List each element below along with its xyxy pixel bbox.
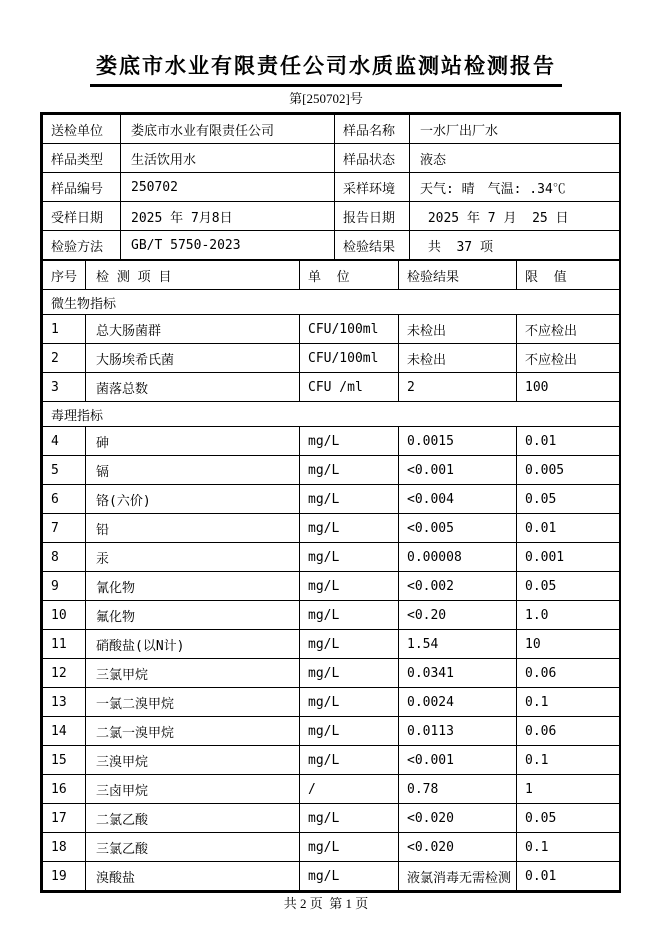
sample-info-body — [43, 115, 620, 260]
column-header-unit: 单 位 — [300, 261, 399, 290]
row-item: 砷 — [86, 427, 300, 456]
column-header-result: 检验结果 — [399, 261, 517, 290]
row-no: 10 — [43, 601, 86, 630]
info-label: 报告日期 — [335, 202, 410, 231]
row-item: 三溴甲烷 — [86, 746, 300, 775]
row-no: 18 — [43, 833, 86, 862]
section-row — [43, 402, 620, 427]
row-item: 二氯一溴甲烷 — [86, 717, 300, 746]
row-result: 0.78 — [399, 775, 517, 804]
table-row — [43, 543, 620, 572]
info-value: 250702 — [121, 173, 335, 202]
info-label: 检验结果 — [335, 231, 410, 260]
row-no: 6 — [43, 485, 86, 514]
row-no: 4 — [43, 427, 86, 456]
row-unit: mg/L — [300, 427, 399, 456]
row-item: 总大肠菌群 — [86, 315, 300, 344]
row-result: <0.001 — [399, 456, 517, 485]
info-label: 送检单位 — [43, 115, 121, 144]
row-item: 大肠埃希氏菌 — [86, 344, 300, 373]
row-no: 5 — [43, 456, 86, 485]
results-header-row — [43, 261, 620, 290]
section-row — [43, 290, 620, 315]
row-no: 13 — [43, 688, 86, 717]
row-unit: CFU /ml — [300, 373, 399, 402]
row-unit: mg/L — [300, 456, 399, 485]
row-item: 汞 — [86, 543, 300, 572]
row-limit: 不应检出 — [517, 344, 620, 373]
column-header-limit: 限 值 — [517, 261, 620, 290]
row-result: 0.0024 — [399, 688, 517, 717]
page-footer: 共 2 页 第 1 页 — [283, 896, 369, 911]
row-no: 19 — [43, 862, 86, 891]
table-row — [43, 427, 620, 456]
report-number: 第[250702]号 — [289, 91, 363, 106]
row-unit: mg/L — [300, 543, 399, 572]
row-no: 8 — [43, 543, 86, 572]
info-label: 样品名称 — [335, 115, 410, 144]
row-limit: 0.01 — [517, 862, 620, 891]
row-limit: 0.05 — [517, 485, 620, 514]
row-result: 未检出 — [399, 344, 517, 373]
info-row-method-result — [43, 231, 620, 260]
table-row — [43, 659, 620, 688]
sample-info-table — [42, 114, 620, 260]
info-value: 一水厂出厂水 — [410, 115, 620, 144]
row-unit: mg/L — [300, 746, 399, 775]
row-no: 12 — [43, 659, 86, 688]
row-no: 17 — [43, 804, 86, 833]
row-result: <0.002 — [399, 572, 517, 601]
info-value: 2025 年 7 月 25 日 — [410, 202, 620, 231]
column-header-item: 检 测 项 目 — [86, 261, 300, 290]
table-row — [43, 601, 620, 630]
row-item: 三氯甲烷 — [86, 659, 300, 688]
row-unit: mg/L — [300, 659, 399, 688]
info-value: GB/T 5750-2023 — [121, 231, 335, 260]
info-row-id-env — [43, 173, 620, 202]
row-limit: 0.01 — [517, 514, 620, 543]
row-result: <0.004 — [399, 485, 517, 514]
table-row — [43, 630, 620, 659]
row-limit: 1 — [517, 775, 620, 804]
test-results-table — [42, 260, 620, 891]
row-result: 0.00008 — [399, 543, 517, 572]
row-item: 硝酸盐(以N计) — [86, 630, 300, 659]
row-unit: / — [300, 775, 399, 804]
info-value: 天气: 晴 气温: .34℃ — [410, 173, 620, 202]
row-no: 11 — [43, 630, 86, 659]
row-unit: mg/L — [300, 862, 399, 891]
info-row-type-state — [43, 144, 620, 173]
row-item: 氰化物 — [86, 572, 300, 601]
test-results-body — [43, 261, 620, 891]
table-row — [43, 804, 620, 833]
row-result: <0.20 — [399, 601, 517, 630]
info-value: 生活饮用水 — [121, 144, 335, 173]
row-unit: CFU/100ml — [300, 344, 399, 373]
info-label: 检验方法 — [43, 231, 121, 260]
row-unit: mg/L — [300, 630, 399, 659]
row-item: 铬(六价) — [86, 485, 300, 514]
info-label: 采样环境 — [335, 173, 410, 202]
row-limit: 0.01 — [517, 427, 620, 456]
table-row — [43, 862, 620, 891]
row-unit: mg/L — [300, 688, 399, 717]
row-no: 2 — [43, 344, 86, 373]
row-item: 镉 — [86, 456, 300, 485]
report-title: 娄底市水业有限责任公司水质监测站检测报告 — [90, 50, 562, 87]
row-unit: mg/L — [300, 572, 399, 601]
info-label: 样品编号 — [43, 173, 121, 202]
row-item: 一氯二溴甲烷 — [86, 688, 300, 717]
row-result: <0.001 — [399, 746, 517, 775]
column-header-no: 序号 — [43, 261, 86, 290]
row-limit: 0.06 — [517, 717, 620, 746]
row-unit: mg/L — [300, 601, 399, 630]
row-item: 氟化物 — [86, 601, 300, 630]
section-title: 微生物指标 — [43, 290, 620, 315]
row-limit: 0.1 — [517, 688, 620, 717]
row-unit: mg/L — [300, 485, 399, 514]
row-unit: CFU/100ml — [300, 315, 399, 344]
row-no: 16 — [43, 775, 86, 804]
row-limit: 0.1 — [517, 833, 620, 862]
section-title: 毒理指标 — [43, 402, 620, 427]
report-table-frame — [40, 112, 621, 893]
info-value: 液态 — [410, 144, 620, 173]
row-result: 2 — [399, 373, 517, 402]
table-row — [43, 315, 620, 344]
row-no: 14 — [43, 717, 86, 746]
row-result: 未检出 — [399, 315, 517, 344]
info-value: 娄底市水业有限责任公司 — [121, 115, 335, 144]
table-row — [43, 775, 620, 804]
row-limit: 0.05 — [517, 804, 620, 833]
row-item: 三氯乙酸 — [86, 833, 300, 862]
table-row — [43, 456, 620, 485]
row-no: 9 — [43, 572, 86, 601]
info-value: 共 37 项 — [410, 231, 620, 260]
row-limit: 不应检出 — [517, 315, 620, 344]
table-row — [43, 485, 620, 514]
info-label: 样品类型 — [43, 144, 121, 173]
row-limit: 100 — [517, 373, 620, 402]
row-result: 0.0113 — [399, 717, 517, 746]
info-value: 2025 年 7月8日 — [121, 202, 335, 231]
row-result: 0.0015 — [399, 427, 517, 456]
row-item: 溴酸盐 — [86, 862, 300, 891]
row-result: 0.0341 — [399, 659, 517, 688]
table-row — [43, 746, 620, 775]
row-limit: 0.005 — [517, 456, 620, 485]
table-row — [43, 833, 620, 862]
report-title-wrap — [0, 50, 652, 87]
table-row — [43, 373, 620, 402]
row-limit: 10 — [517, 630, 620, 659]
row-item: 二氯乙酸 — [86, 804, 300, 833]
table-row — [43, 688, 620, 717]
row-limit: 0.1 — [517, 746, 620, 775]
row-limit: 0.001 — [517, 543, 620, 572]
row-unit: mg/L — [300, 717, 399, 746]
row-no: 7 — [43, 514, 86, 543]
row-limit: 1.0 — [517, 601, 620, 630]
info-row-dates — [43, 202, 620, 231]
row-result: <0.005 — [399, 514, 517, 543]
row-unit: mg/L — [300, 804, 399, 833]
info-label: 受样日期 — [43, 202, 121, 231]
table-row — [43, 572, 620, 601]
table-row — [43, 514, 620, 543]
row-result: 液氯消毒无需检测 — [399, 862, 517, 891]
row-no: 1 — [43, 315, 86, 344]
row-item: 三卤甲烷 — [86, 775, 300, 804]
row-result: <0.020 — [399, 833, 517, 862]
row-unit: mg/L — [300, 833, 399, 862]
row-item: 菌落总数 — [86, 373, 300, 402]
row-limit: 0.05 — [517, 572, 620, 601]
info-row-unit-name — [43, 115, 620, 144]
table-row — [43, 717, 620, 746]
row-no: 15 — [43, 746, 86, 775]
row-no: 3 — [43, 373, 86, 402]
row-item: 铅 — [86, 514, 300, 543]
row-limit: 0.06 — [517, 659, 620, 688]
table-row — [43, 344, 620, 373]
row-result: <0.020 — [399, 804, 517, 833]
info-label: 样品状态 — [335, 144, 410, 173]
row-result: 1.54 — [399, 630, 517, 659]
row-unit: mg/L — [300, 514, 399, 543]
